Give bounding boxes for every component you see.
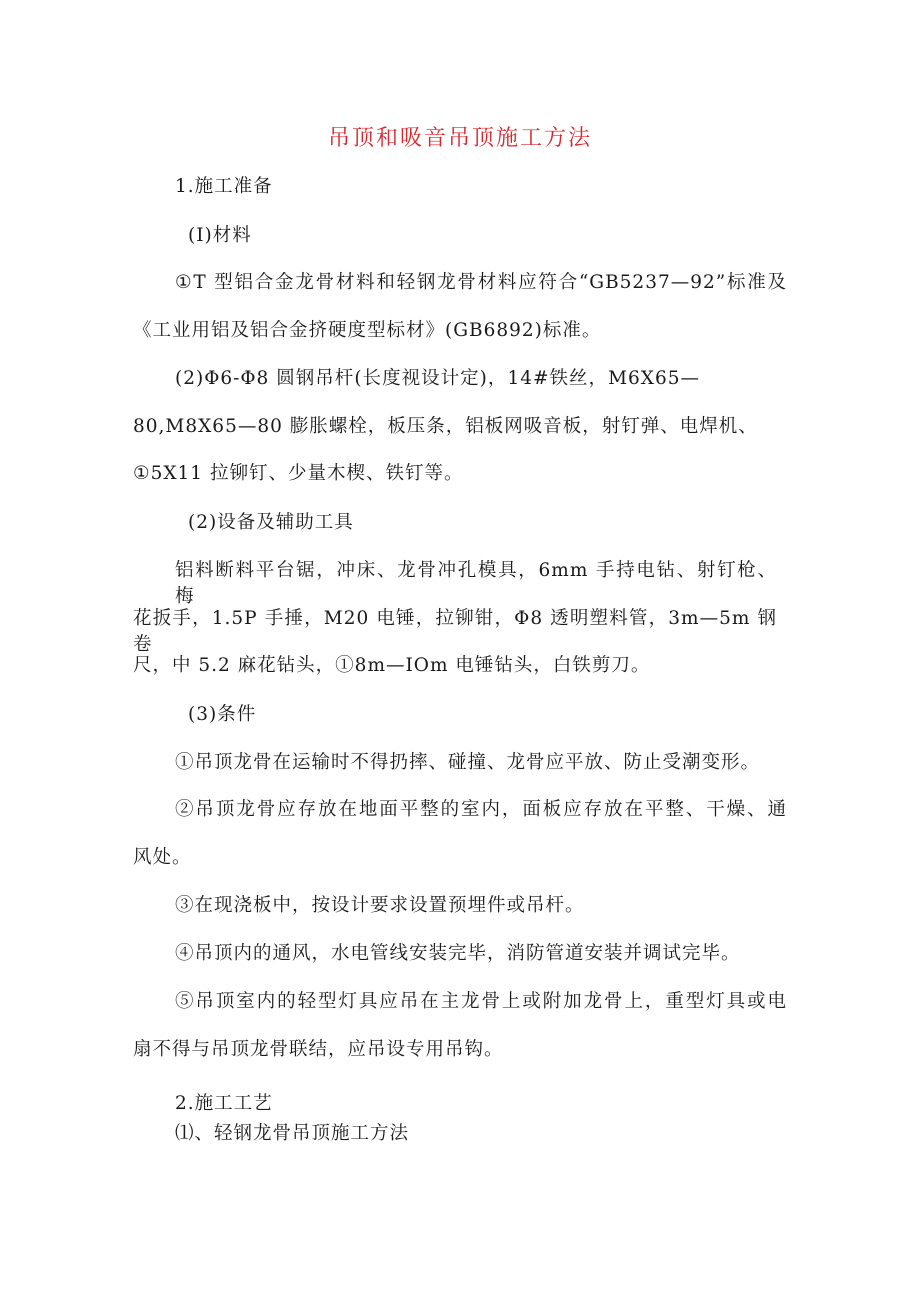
paragraph-line: ①吊顶龙骨在运输时不得扔摔、碰撞、龙骨应平放、防止受潮变形。 <box>175 752 761 773</box>
paragraph-line: ③在现浇板中，按设计要求设置预埋件或吊杆。 <box>175 895 585 916</box>
paragraph-line: ①5X11 拉铆钉、少量木楔、铁钉等。 <box>133 463 464 484</box>
paragraph-line: ⑤吊顶室内的轻型灯具应吊在主龙骨上或附加龙骨上，重型灯具或电 <box>175 991 787 1012</box>
paragraph-line: 扇不得与吊顶龙骨联结，应吊设专用吊钩。 <box>133 1039 504 1060</box>
paragraph-line: 《工业用铝及铝合金挤硬度型标材》(GB6892)标准。 <box>133 320 602 341</box>
paragraph-line: 花扳手，1.5P 手捶，M20 电锤，拉铆钳，Φ8 透明塑料管，3m—5m 钢卷 <box>133 608 777 655</box>
paragraph-line: ④吊顶内的通风，水电管线安装完毕，消防管道安装并调试完毕。 <box>175 943 741 964</box>
paragraph-line: 铝料断料平台锯，冲床、龙骨冲孔模具，6mm 手持电钻、射钉枪、梅 <box>175 560 777 607</box>
subsection-heading: (3)条件 <box>188 704 257 725</box>
paragraph-line: 80,M8X65—80 膨胀螺栓，板压条，铝板网吸音板，射钉弹、电焊机、 <box>133 416 758 437</box>
subsection-heading: (2)设备及辅助工具 <box>188 512 354 533</box>
section-heading: 2.施工工艺 <box>175 1093 273 1114</box>
document-title: 吊顶和吸音吊顶施工方法 <box>327 126 592 151</box>
paragraph-line: ①T 型铝合金龙骨材料和轻钢龙骨材料应符合“GB5237—92”标准及 <box>175 272 787 293</box>
subsection-heading: ⑴、轻钢龙骨吊顶施工方法 <box>175 1123 410 1144</box>
subsection-heading: (I)材料 <box>188 225 252 246</box>
section-heading: 1.施工准备 <box>175 176 273 197</box>
paragraph-line: 风处。 <box>133 847 192 868</box>
paragraph-line: 尺，中 5.2 麻花钻头，①8m—IOm 电锤钻头，白铁剪刀。 <box>133 655 651 676</box>
paragraph-line: (2)Φ6-Φ8 圆钢吊杆(长度视设计定)，14#铁丝，M6X65— <box>175 368 700 389</box>
paragraph-line: ②吊顶龙骨应存放在地面平整的室内，面板应存放在平整、干燥、通 <box>175 799 787 820</box>
